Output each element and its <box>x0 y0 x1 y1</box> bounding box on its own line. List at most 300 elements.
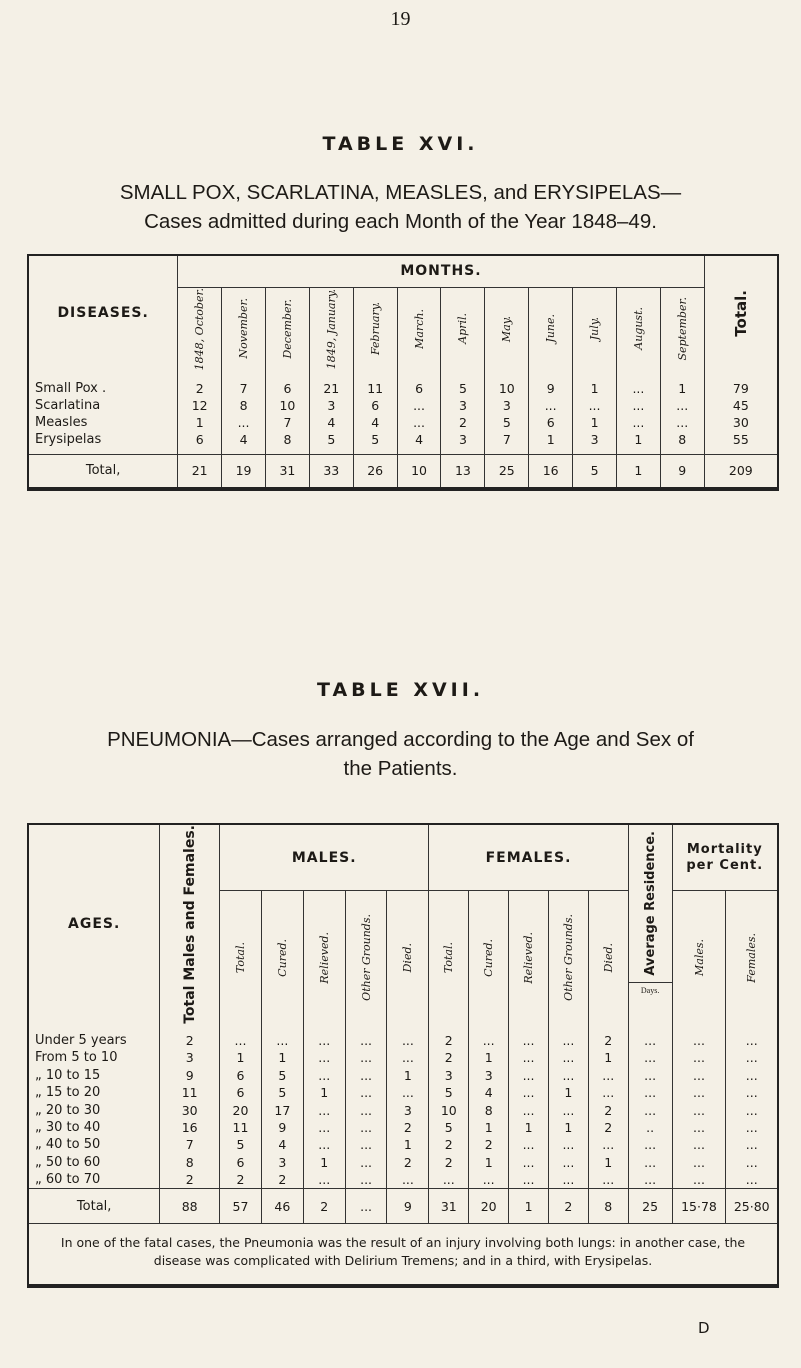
females-value: 8 <box>469 1101 509 1118</box>
month-value: 6 <box>178 431 222 448</box>
males-total-value: 2 <box>303 1189 345 1224</box>
month-value: 2 <box>178 370 222 397</box>
females-value: 1 <box>548 1084 588 1101</box>
males-subheader-cell <box>345 891 387 1024</box>
males-value: 2 <box>261 1171 303 1189</box>
males-value: 6 <box>220 1154 262 1171</box>
month-value: ... <box>616 397 660 414</box>
disease-name: Small Pox . <box>35 380 107 396</box>
males-value: ... <box>303 1171 345 1189</box>
month-value: ... <box>573 397 617 414</box>
females-subheader: Died. <box>601 942 615 973</box>
table16-subtitle-2: Cases admitted during each Month of the Year 1848–49. <box>144 210 657 233</box>
month-header-cell <box>397 287 441 370</box>
table-row <box>28 1119 778 1136</box>
females-value: ... <box>509 1136 549 1153</box>
males-value: 6 <box>220 1084 262 1101</box>
total-month-value: 19 <box>222 454 266 489</box>
month-value: 12 <box>178 397 222 414</box>
females-value: 1 <box>469 1049 509 1066</box>
females-subheader-cell <box>548 891 588 1024</box>
mortality-females-total: 25·80 <box>726 1189 778 1224</box>
males-value: ... <box>303 1101 345 1118</box>
females-value: ... <box>469 1171 509 1189</box>
males-subheader-cell <box>387 891 429 1024</box>
total-mf-value: 7 <box>160 1136 220 1153</box>
females-total-value: 20 <box>469 1189 509 1224</box>
females-value: 5 <box>429 1119 469 1136</box>
month-value: 8 <box>265 431 309 448</box>
avg-res-header: Average Residence. <box>642 831 658 976</box>
total-header-cell <box>704 255 778 370</box>
total-mf-value: 3 <box>160 1049 220 1066</box>
month-value: 8 <box>660 431 704 448</box>
table16-title: TABLE XVI. <box>322 133 479 155</box>
total-month-value: 10 <box>397 454 441 489</box>
days-label: Days. <box>629 982 672 995</box>
age-group: „ 20 to 30 <box>35 1102 101 1118</box>
males-value: ... <box>303 1067 345 1084</box>
month-header: March. <box>412 308 426 349</box>
mortality-subheader-cell <box>672 891 726 1024</box>
month-value: 2 <box>441 414 485 431</box>
table17-title: TABLE XVII. <box>316 679 485 701</box>
males-subheader: Total. <box>234 942 247 974</box>
month-header-cell <box>573 287 617 370</box>
males-subheader: Cured. <box>275 938 289 977</box>
males-value: ... <box>303 1024 345 1049</box>
month-value: 4 <box>397 431 441 448</box>
avg-residence-value: ... <box>628 1101 672 1118</box>
females-value: 2 <box>588 1024 628 1049</box>
total-header: Total. <box>731 289 750 337</box>
month-value: 10 <box>265 397 309 414</box>
total-month-value: 21 <box>178 454 222 489</box>
month-value: 5 <box>309 431 353 448</box>
total-mf-value: 88 <box>160 1189 220 1224</box>
mortality-females-value: ... <box>726 1049 778 1066</box>
males-value: ... <box>345 1136 387 1153</box>
month-value: 5 <box>485 414 529 431</box>
males-subheader: Relieved. <box>317 931 331 984</box>
females-value: ... <box>548 1101 588 1118</box>
table-row <box>28 397 778 414</box>
month-header-cell <box>616 287 660 370</box>
females-value: ... <box>509 1101 549 1118</box>
month-header: 1848, October. <box>193 287 207 370</box>
mortality-females-value: ... <box>726 1084 778 1101</box>
males-total-value: ... <box>345 1189 387 1224</box>
avg-residence-value: ... <box>628 1084 672 1101</box>
males-value: 2 <box>220 1171 262 1189</box>
avg-residence-value: ... <box>628 1049 672 1066</box>
age-group: „ 60 to 70 <box>35 1172 101 1188</box>
females-value: 1 <box>469 1119 509 1136</box>
row-total: 55 <box>704 431 778 448</box>
males-value: ... <box>345 1119 387 1136</box>
table17-subtitle-1: PNEUMONIA—Cases arranged according to the Age and Sex of <box>107 728 694 751</box>
females-subheader: Other Grounds. <box>561 914 575 1002</box>
males-value: ... <box>345 1154 387 1171</box>
table-row <box>28 1171 778 1189</box>
males-value: ... <box>345 1101 387 1118</box>
table-row <box>28 370 778 397</box>
month-header: August. <box>631 307 645 351</box>
males-subheader: Other Grounds. <box>359 914 373 1002</box>
month-header: September. <box>675 296 689 361</box>
males-value: ... <box>303 1136 345 1153</box>
months-header: MONTHS. <box>178 255 704 287</box>
males-value: 9 <box>261 1119 303 1136</box>
females-value: ... <box>469 1024 509 1049</box>
females-value: ... <box>548 1136 588 1153</box>
mortality-males-value: ... <box>672 1136 726 1153</box>
males-value: 4 <box>261 1136 303 1153</box>
females-value: 2 <box>429 1154 469 1171</box>
females-value: 3 <box>469 1067 509 1084</box>
age-group: From 5 to 10 <box>35 1050 118 1066</box>
month-value: ... <box>660 414 704 431</box>
table16 <box>27 254 779 491</box>
avg-res-cell <box>628 824 672 1024</box>
total-month-value: 1 <box>616 454 660 489</box>
males-header: MALES. <box>220 824 429 891</box>
males-value: 1 <box>220 1049 262 1066</box>
females-value: ... <box>509 1154 549 1171</box>
mortality-males-value: ... <box>672 1154 726 1171</box>
ages-header: AGES. <box>68 916 121 933</box>
mortality-males-value: ... <box>672 1101 726 1118</box>
month-value: 11 <box>353 370 397 397</box>
females-value: ... <box>588 1136 628 1153</box>
males-value: 11 <box>220 1119 262 1136</box>
month-value: 1 <box>573 414 617 431</box>
month-value: 3 <box>441 397 485 414</box>
males-value: 5 <box>261 1067 303 1084</box>
month-header: 1849, January. <box>324 288 338 369</box>
month-header: July. <box>588 317 602 341</box>
month-value: 1 <box>616 431 660 448</box>
males-value: 1 <box>387 1136 429 1153</box>
disease-name: Erysipelas <box>35 431 102 447</box>
total-mf-value: 11 <box>160 1084 220 1101</box>
month-value: 1 <box>178 414 222 431</box>
females-value: 1 <box>588 1049 628 1066</box>
mortality-males-value: ... <box>672 1049 726 1066</box>
total-mf-value: 8 <box>160 1154 220 1171</box>
total-mf-value: 16 <box>160 1119 220 1136</box>
row-total: 45 <box>704 397 778 414</box>
males-value: ... <box>387 1084 429 1101</box>
females-value: ... <box>509 1067 549 1084</box>
month-value: 6 <box>265 370 309 397</box>
males-value: 6 <box>220 1067 262 1084</box>
males-value: 1 <box>261 1049 303 1066</box>
females-value: 2 <box>469 1136 509 1153</box>
males-value: 17 <box>261 1101 303 1118</box>
month-header: February. <box>368 302 382 356</box>
month-value: 3 <box>485 397 529 414</box>
month-value: 6 <box>353 397 397 414</box>
males-value: 2 <box>387 1119 429 1136</box>
females-value: 3 <box>429 1067 469 1084</box>
month-value: ... <box>397 414 441 431</box>
females-value: 1 <box>548 1119 588 1136</box>
males-total-value: 46 <box>261 1189 303 1224</box>
females-value: ... <box>588 1067 628 1084</box>
month-value: ... <box>616 414 660 431</box>
females-value: ... <box>548 1171 588 1189</box>
females-value: ... <box>548 1049 588 1066</box>
males-value: ... <box>345 1067 387 1084</box>
avg-residence-value: ... <box>628 1136 672 1153</box>
month-value: 4 <box>309 414 353 431</box>
table-row <box>28 1154 778 1171</box>
table-row <box>28 1049 778 1066</box>
females-value: 1 <box>469 1154 509 1171</box>
mortality-header: Mortality per Cent. <box>672 824 778 891</box>
females-value: 2 <box>429 1049 469 1066</box>
total-month-value: 31 <box>265 454 309 489</box>
month-header-cell <box>441 287 485 370</box>
month-value: 5 <box>353 431 397 448</box>
month-value: 4 <box>222 431 266 448</box>
month-header: April. <box>456 313 470 345</box>
month-value: ... <box>397 397 441 414</box>
males-value: 3 <box>387 1101 429 1118</box>
disease-name: Measles <box>35 414 88 430</box>
males-subheader-cell <box>261 891 303 1024</box>
age-group: „ 50 to 60 <box>35 1154 101 1170</box>
avg-residence-value: ... <box>628 1067 672 1084</box>
males-value: ... <box>345 1084 387 1101</box>
males-value: 5 <box>261 1084 303 1101</box>
table-row <box>28 1084 778 1101</box>
table-row <box>28 1024 778 1049</box>
females-value: 2 <box>588 1119 628 1136</box>
females-value: 5 <box>429 1084 469 1101</box>
month-header: December. <box>280 298 294 359</box>
table-row <box>28 431 778 448</box>
females-subheader-cell <box>588 891 628 1024</box>
mortality-males-value: ... <box>672 1067 726 1084</box>
month-value: 9 <box>529 370 573 397</box>
table17 <box>27 823 779 1288</box>
males-value: ... <box>303 1119 345 1136</box>
females-value: 2 <box>429 1024 469 1049</box>
males-value: 3 <box>261 1154 303 1171</box>
mortality-males-total: 15·78 <box>672 1189 726 1224</box>
females-total-value: 2 <box>548 1189 588 1224</box>
total-month-value: 25 <box>485 454 529 489</box>
month-value: 7 <box>485 431 529 448</box>
females-value: ... <box>509 1024 549 1049</box>
month-value: 1 <box>529 431 573 448</box>
table17-subtitle-2: the Patients. <box>343 757 458 780</box>
mortality-females-value: ... <box>726 1136 778 1153</box>
total-mf-value: 2 <box>160 1171 220 1189</box>
table16-subtitle-1: SMALL POX, SCARLATINA, MEASLES, and ERYSIPELAS— <box>119 181 682 204</box>
avg-residence-value: .. <box>628 1119 672 1136</box>
month-value: 6 <box>397 370 441 397</box>
age-group: Under 5 years <box>35 1032 127 1048</box>
footer-letter: D <box>698 1319 710 1337</box>
month-value: 3 <box>573 431 617 448</box>
month-header-cell <box>529 287 573 370</box>
month-header-cell <box>660 287 704 370</box>
males-value: ... <box>387 1171 429 1189</box>
females-value: 2 <box>429 1136 469 1153</box>
males-value: ... <box>345 1171 387 1189</box>
males-subheader-cell <box>303 891 345 1024</box>
month-header-cell <box>265 287 309 370</box>
age-group: „ 15 to 20 <box>35 1085 101 1101</box>
mortality-females-value: ... <box>726 1067 778 1084</box>
females-value: 2 <box>588 1101 628 1118</box>
mortality-males-value: ... <box>672 1119 726 1136</box>
males-value: ... <box>387 1024 429 1049</box>
females-total-value: 1 <box>509 1189 549 1224</box>
females-value: 4 <box>469 1084 509 1101</box>
total-month-value: 13 <box>441 454 485 489</box>
age-group: „ 30 to 40 <box>35 1119 101 1135</box>
females-value: 1 <box>509 1119 549 1136</box>
total-month-value: 33 <box>309 454 353 489</box>
month-value: 7 <box>265 414 309 431</box>
males-value: 1 <box>387 1067 429 1084</box>
females-value: ... <box>509 1171 549 1189</box>
females-header: FEMALES. <box>429 824 628 891</box>
avg-residence-total: 25 <box>628 1189 672 1224</box>
month-value: 1 <box>573 370 617 397</box>
table-row <box>28 414 778 431</box>
month-value: 4 <box>353 414 397 431</box>
month-value: 6 <box>529 414 573 431</box>
females-subheader-cell <box>509 891 549 1024</box>
disease-name: Scarlatina <box>35 397 101 413</box>
mortality-females-value: ... <box>726 1101 778 1118</box>
males-value: ... <box>345 1024 387 1049</box>
avg-residence-value: ... <box>628 1171 672 1189</box>
table-row <box>28 1067 778 1084</box>
total-mf-value: 2 <box>160 1024 220 1049</box>
females-value: ... <box>509 1049 549 1066</box>
month-header-cell <box>178 287 222 370</box>
month-value: 1 <box>660 370 704 397</box>
females-value: ... <box>588 1084 628 1101</box>
month-header: June. <box>544 314 558 343</box>
page-number: 19 <box>390 8 411 30</box>
total-month-value: 5 <box>573 454 617 489</box>
mortality-subheader-cell <box>726 891 778 1024</box>
month-value: ... <box>660 397 704 414</box>
month-header: May. <box>500 315 514 342</box>
males-subheader-cell <box>220 891 262 1024</box>
month-value: 8 <box>222 397 266 414</box>
mortality-females-value: ... <box>726 1024 778 1049</box>
males-value: ... <box>387 1049 429 1066</box>
males-subheader: Died. <box>401 942 415 973</box>
month-value: 3 <box>309 397 353 414</box>
mortality-females-value: ... <box>726 1154 778 1171</box>
total-label: Total, <box>28 454 178 489</box>
females-value: ... <box>429 1171 469 1189</box>
mortality-males-value: ... <box>672 1024 726 1049</box>
females-value: ... <box>509 1084 549 1101</box>
females-subheader-cell <box>469 891 509 1024</box>
males-total-value: 57 <box>220 1189 262 1224</box>
month-value: 21 <box>309 370 353 397</box>
avg-residence-value: ... <box>628 1024 672 1049</box>
table-row <box>28 1101 778 1118</box>
males-value: 1 <box>303 1084 345 1101</box>
month-header-cell <box>485 287 529 370</box>
mortality-females-value: ... <box>726 1119 778 1136</box>
females-subheader: Total. <box>442 942 456 974</box>
total-mf-header: Total Males and Females. <box>181 825 198 1024</box>
month-value: 10 <box>485 370 529 397</box>
males-value: ... <box>261 1024 303 1049</box>
females-subheader: Relieved. <box>522 931 536 984</box>
females-value: ... <box>548 1024 588 1049</box>
total-mf-value: 30 <box>160 1101 220 1118</box>
females-value: ... <box>588 1171 628 1189</box>
row-total: 30 <box>704 414 778 431</box>
females-total-value: 8 <box>588 1189 628 1224</box>
males-value: ... <box>220 1024 262 1049</box>
total-mf-value: 9 <box>160 1067 220 1084</box>
month-header-cell <box>309 287 353 370</box>
females-subheader: Cured. <box>482 938 496 977</box>
month-value: 3 <box>441 431 485 448</box>
total-month-value: 26 <box>353 454 397 489</box>
total-label: Total, <box>28 1189 160 1224</box>
males-value: ... <box>345 1049 387 1066</box>
table-row <box>28 1136 778 1153</box>
males-value: 2 <box>387 1154 429 1171</box>
month-header-cell <box>222 287 266 370</box>
total-mf-cell <box>160 824 220 1024</box>
month-value: ... <box>616 370 660 397</box>
total-month-value: 9 <box>660 454 704 489</box>
males-value: 5 <box>220 1136 262 1153</box>
females-value: ... <box>548 1067 588 1084</box>
males-value: 1 <box>303 1154 345 1171</box>
females-total-value: 31 <box>429 1189 469 1224</box>
females-subheader-cell <box>429 891 469 1024</box>
mortality-subheader: Males. <box>692 939 706 977</box>
row-total: 79 <box>704 370 778 397</box>
month-value: ... <box>529 397 573 414</box>
month-value: ... <box>222 414 266 431</box>
males-value: ... <box>303 1049 345 1066</box>
mortality-males-value: ... <box>672 1171 726 1189</box>
mortality-subheader: Females. <box>745 932 759 983</box>
table17-note: In one of the fatal cases, the Pneumonia was the result of an injury involving both lungs: in another case, the disease was complicated with Delirium Tremens; and in a third, with Erysipelas. <box>28 1224 778 1287</box>
females-value: 1 <box>588 1154 628 1171</box>
month-value: 5 <box>441 370 485 397</box>
month-header: November. <box>237 298 251 359</box>
mortality-females-value: ... <box>726 1171 778 1189</box>
mortality-males-value: ... <box>672 1084 726 1101</box>
month-value: 7 <box>222 370 266 397</box>
age-group: „ 10 to 15 <box>35 1067 101 1083</box>
age-group: „ 40 to 50 <box>35 1137 101 1153</box>
females-value: ... <box>548 1154 588 1171</box>
grand-total: 209 <box>704 454 778 489</box>
males-value: 20 <box>220 1101 262 1118</box>
males-total-value: 9 <box>387 1189 429 1224</box>
